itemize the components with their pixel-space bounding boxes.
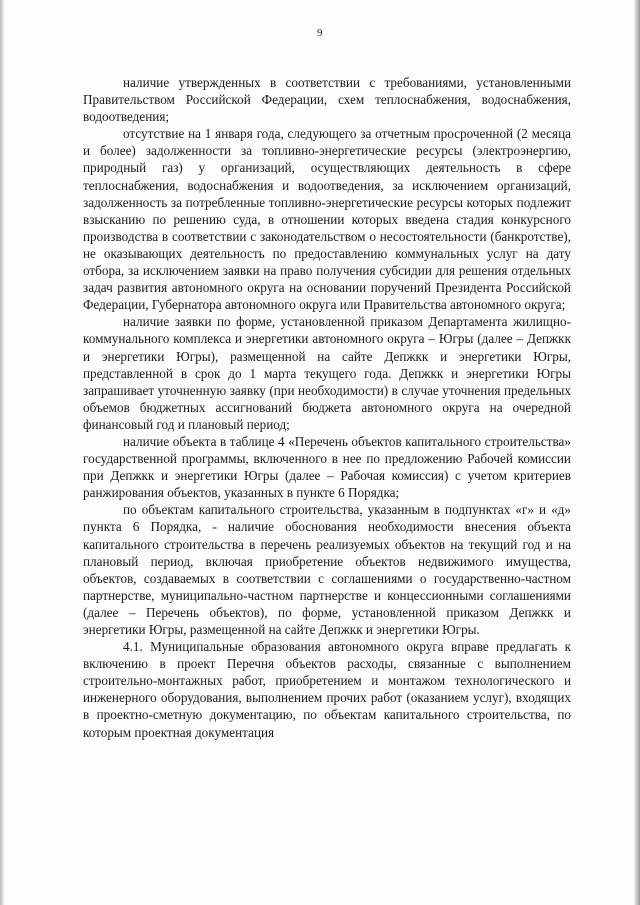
paragraph-application: наличие заявки по форме, установленной приказом Департамента жилищно-коммунального комплекса и энергетики автономного округа – Югры (далее – Депжкк и энергетики Югры), размещенной на сайте Депжкк и энергетики Югры, представленной в срок до 1 марта текущего года. Депжкк и энергетики Югры запрашивает уточненную заявку (при необходимости) в случае уточнения предельных объемов бюджетных ассигнований бюджета автономного округа на очередной финансовый год и плановый период;	[83, 314, 571, 432]
paragraph-justification: по объектам капитального строительства, указанным в подпунктах «г» и «д» пункта 6 Порядка, - наличие обоснования необходимости внесения объекта капитального строительства в перечень реализуемых объектов на текущий год и на плановый период, включая приобретение объектов недвижимого имущества, объектов, создаваемых в соответствии с соглашениями о государственно-частном партнерстве, муниципально-частном партнерстве и концессионными соглашениями (далее – Перечень объектов), по форме, установленной приказом Депжкк и энергетики Югры, размещенной на сайте Депжкк и энергетики Югры.	[83, 502, 571, 637]
paragraph-schemes: наличие утвержденных в соответствии с требованиями, установленными Правительством Российской Федерации, схем теплоснабжения, водоснабжения, водоотведения;	[83, 75, 571, 125]
document-body	[83, 74, 571, 741]
paragraph-object-table: наличие объекта в таблице 4 «Перечень объектов капитального строительства» государственной программы, включенного в нее по предложению Рабочей комиссии при Депжкк и энергетики Югры (далее – Рабочая комиссия) с учетом критериев ранжирования объектов, указанных в пункте 6 Порядка;	[83, 433, 571, 501]
paragraph-no-debt: отсутствие на 1 января года, следующего за отчетным просроченной (2 месяца и более) задолженности за топливно-энергетические ресурсы (электроэнергию, природный газ) у организаций, осуществляющих деятельность в сфере теплоснабжения, водоснабжения и водоотведения, за исключением организаций, задолженность за потребленные топливно-энергетические ресурсы которых подлежит взысканию по решению суда, в отношении которых введена стадия конкурсного производства в соответствии с законодательством о несостоятельности (банкротстве), не оказывающих деятельность по предоставлению коммунальных услуг на дату отбора, за исключением заявки на право получения субсидии для решения отдельных задач развития автономного округа на основании поручений Президента Российской Федерации, Губернатора автономного округа или Правительства автономного округа;	[83, 126, 571, 313]
page-number: 9	[317, 27, 323, 39]
scan-edge-right	[634, 0, 640, 905]
scan-edge-left	[0, 0, 4, 905]
paragraph-4-1: 4.1. Муниципальные образования автономного округа вправе предлагать к включению в проект Перечня объектов расходы, связанные с выполнением строительно-монтажных работ, приобретением и монтажом технологического и инженерного оборудования, выполнением прочих работ (оказанием услуг), входящих в проектно-сметную документацию, по объектам капитального строительства, по которым проектная документация	[83, 639, 571, 740]
